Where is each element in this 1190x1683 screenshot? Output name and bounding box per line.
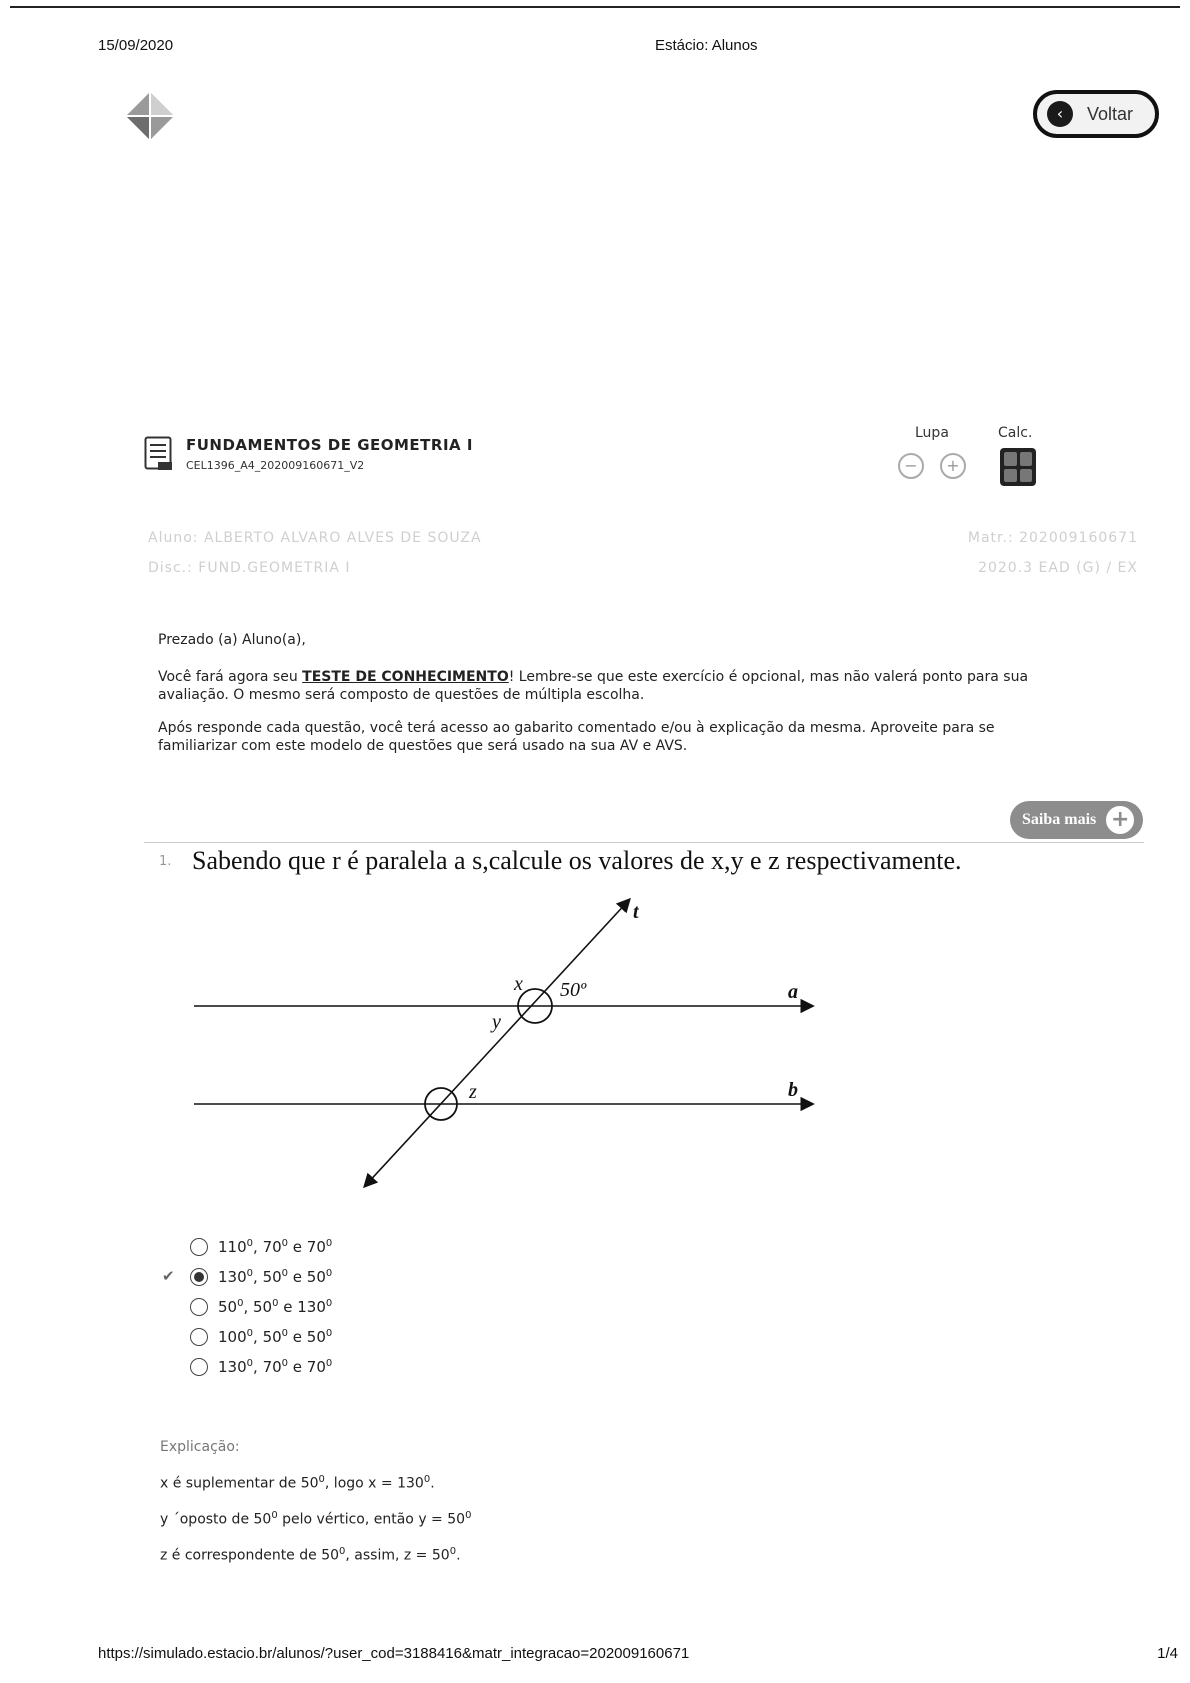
back-button[interactable]: [1033, 90, 1159, 138]
page-number: 1/4: [1157, 1645, 1178, 1662]
label-b: b: [788, 1079, 798, 1101]
label-50-degrees: 50º: [560, 979, 587, 1001]
intro-paragraph-1: Você fará agora seu TESTE DE CONHECIMENTO! Lembre-se que este exercício é opcional, mas não valerá ponto para sua avaliação. O mesmo será composto de questões de múltipla escolha.: [158, 669, 1029, 703]
answer-option[interactable]: [190, 1355, 332, 1379]
course-code: CEL1396_A4_202009160671_V2: [186, 459, 365, 472]
radio-button[interactable]: [190, 1358, 208, 1376]
label-z: z: [469, 1081, 477, 1103]
chevron-left-icon: ‹: [1047, 101, 1073, 127]
answer-option-text: $50^0$, $50^0$ e $130^0$: [218, 1298, 333, 1316]
answer-option-text: $130^0$, $70^0$ e $70^0$: [218, 1358, 333, 1376]
zoom-in-icon[interactable]: +: [940, 453, 966, 479]
student-registration: Matr.: 202009160671: [967, 530, 1138, 546]
transversal-t: [365, 900, 629, 1186]
answer-option-text: $100^0$, $50^0$ e $50^0$: [218, 1328, 333, 1346]
answer-option[interactable]: [190, 1235, 332, 1259]
saiba-mais-button[interactable]: [1010, 801, 1143, 839]
answer-option[interactable]: [190, 1295, 332, 1319]
radio-dot: [194, 1272, 204, 1282]
answer-option-text: $130^0$, $50^0$ e $50^0$: [218, 1268, 333, 1286]
explanation-line-3: z é correspondente de $50^0$, assim, $z = 50^0$.: [160, 1546, 461, 1564]
question-number: 1.: [159, 854, 172, 869]
intro-paragraph-2: Após responde cada questão, você terá acesso ao gabarito comentado e/ou à explicação da mesma. Aproveite para se familiarizar com este modelo de questões que será usado na sua AV e AVS.: [158, 720, 995, 754]
student-name: Aluno: ALBERTO ALVARO ALVES DE SOUZA: [148, 530, 482, 546]
parallel-lines-figure: [180, 890, 840, 1200]
course-title: FUNDAMENTOS DE GEOMETRIA I: [186, 436, 473, 454]
explanation-title: Explicação:: [160, 1439, 240, 1455]
question-text: Sabendo que r é paralela a s,calcule os valores de x,y e z respectivamente.: [192, 846, 962, 875]
zoom-label: Lupa: [915, 425, 949, 441]
label-x: x: [514, 973, 523, 995]
calculator-icon[interactable]: [1000, 448, 1036, 486]
label-a: a: [788, 981, 798, 1003]
estacio-logo: [124, 90, 176, 146]
radio-button[interactable]: [190, 1298, 208, 1316]
plus-icon: +: [1104, 804, 1136, 836]
student-term: 2020.3 EAD (G) / EX: [978, 560, 1138, 576]
checkmark-icon: ✔: [162, 1267, 175, 1285]
print-date: 15/09/2020: [98, 37, 174, 54]
label-y: y: [492, 1011, 501, 1033]
print-site-title: Estácio: Alunos: [655, 37, 758, 54]
page-url: https://simulado.estacio.br/alunos/?user_cod=3188416&matr_integracao=202009160671: [98, 1645, 690, 1662]
intro-greeting: Prezado (a) Aluno(a),: [158, 632, 306, 648]
saiba-mais-label: Saiba mais: [1022, 811, 1097, 828]
divider: [144, 842, 1144, 843]
calc-label: Calc.: [998, 425, 1033, 441]
explanation-line-1: x é suplementar de $50^0$, logo $x = 130^0$.: [160, 1474, 435, 1492]
label-t: t: [633, 901, 639, 923]
radio-button[interactable]: [190, 1238, 208, 1256]
answer-option-text: $110^0$, $70^0$ e $70^0$: [218, 1238, 333, 1256]
radio-button[interactable]: [190, 1328, 208, 1346]
top-rule: [10, 6, 1180, 8]
answer-option[interactable]: [190, 1265, 332, 1289]
explanation-line-2: y ´oposto de $50^0$ pelo vértico, então $y = 50^0$: [160, 1510, 472, 1528]
answer-option[interactable]: [190, 1325, 332, 1349]
document-list-icon: [144, 436, 174, 476]
radio-button-selected[interactable]: [190, 1268, 208, 1286]
zoom-out-icon[interactable]: −: [898, 453, 924, 479]
back-button-label: Voltar: [1087, 103, 1134, 124]
test-highlight: TESTE DE CONHECIMENTO: [302, 669, 509, 685]
student-discipline: Disc.: FUND.GEOMETRIA I: [148, 560, 351, 576]
